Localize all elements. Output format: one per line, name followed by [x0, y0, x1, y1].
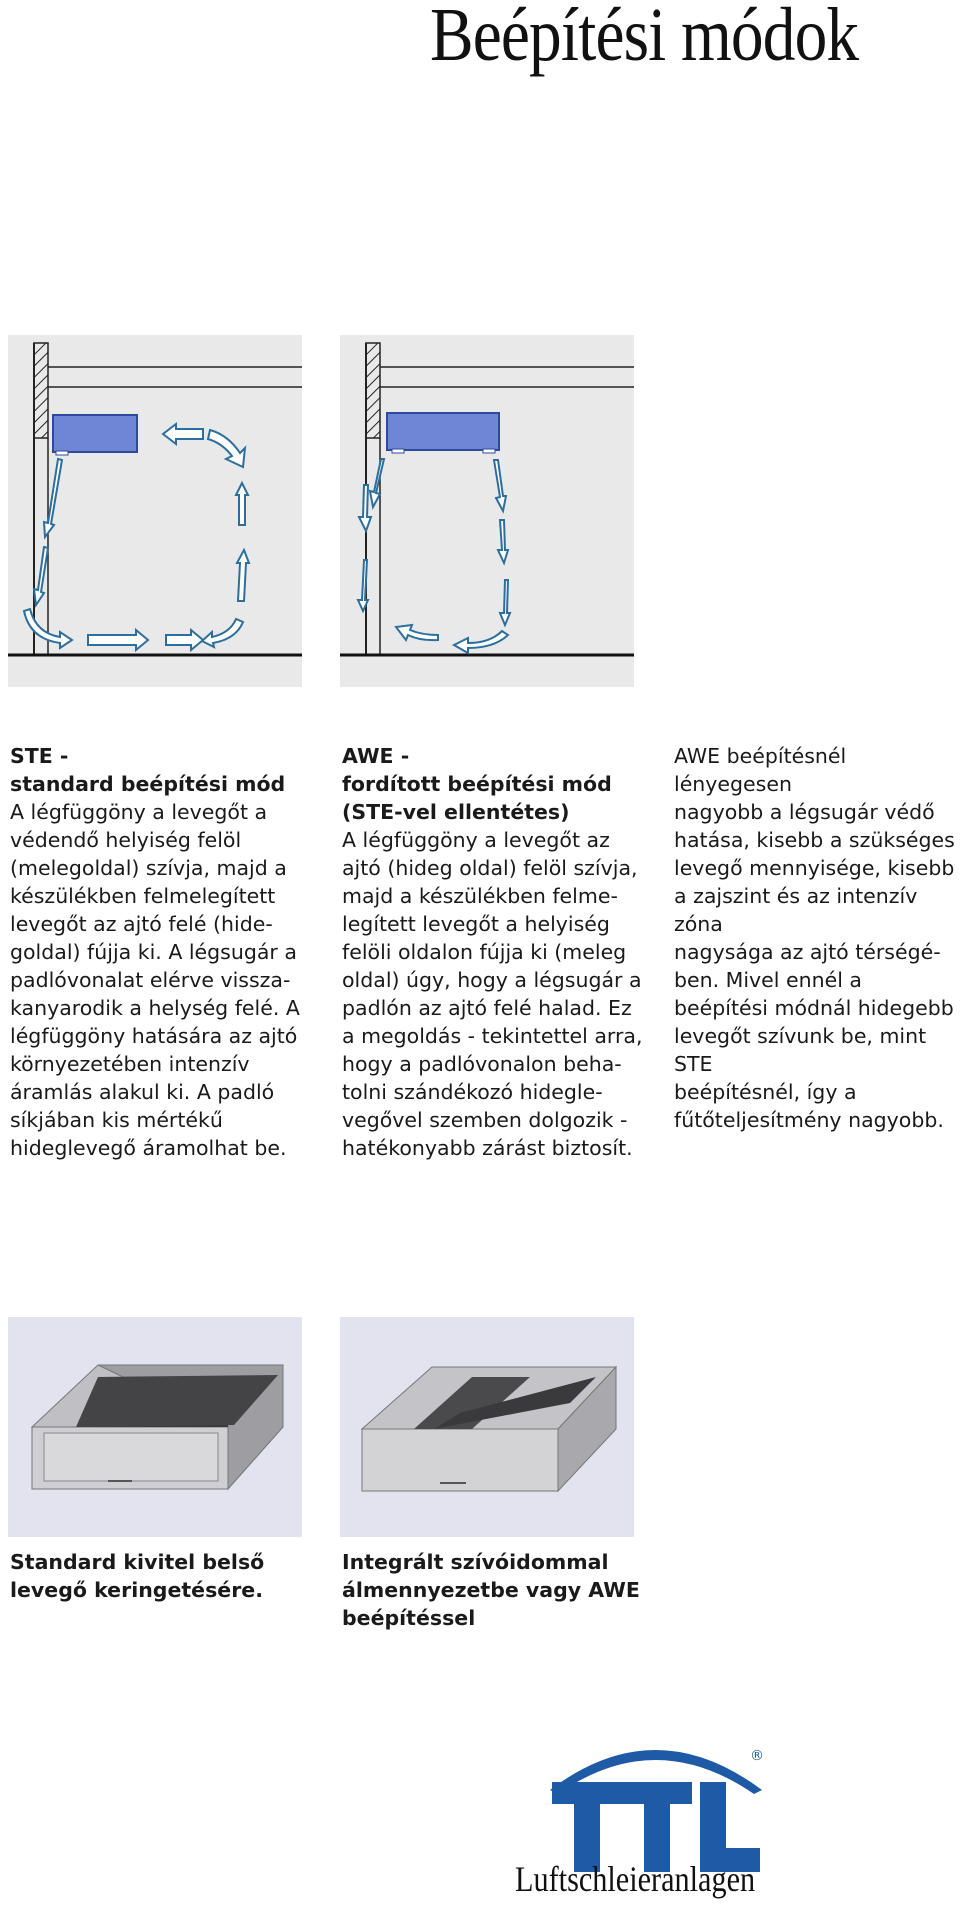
- page-title: Beépítési módok: [430, 0, 859, 77]
- ste-diagram: [8, 335, 302, 687]
- caption-line: Standard kivitel belső: [10, 1550, 265, 1574]
- caption-line: beépítéssel: [342, 1606, 476, 1630]
- text-line: A légfüggöny a levegőt a: [10, 800, 268, 824]
- text-line: a megoldás - tekintettel arra,: [342, 1024, 643, 1048]
- air-curtain-unit: [53, 415, 137, 452]
- wall-hatch: [34, 343, 48, 438]
- text-line: felöli oldalon fújja ki (meleg: [342, 940, 627, 964]
- standard-unit-image: [8, 1317, 302, 1537]
- text-line: légfüggöny hatására az ajtó: [10, 1024, 298, 1048]
- text-line: levegőt az ajtó felé (hide-: [10, 912, 273, 936]
- wall-hatch: [366, 343, 380, 438]
- text-line: oldal) úgy, hogy a légsugár a: [342, 968, 642, 992]
- standard-caption: [10, 1548, 310, 1604]
- logo-tagline: Luftschleieranlagen: [515, 1859, 756, 1899]
- caption-line: Integrált szívóidommal: [342, 1550, 609, 1574]
- text-line: beépítésnél, így a: [674, 1080, 857, 1104]
- ste-heading: STE -: [10, 744, 69, 768]
- caption-line: levegő keringetésére.: [10, 1578, 263, 1602]
- text-line: a zajszint és az intenzív zóna: [674, 884, 918, 936]
- text-line: környezetében intenzív: [10, 1052, 250, 1076]
- text-line: majd a készülékben felme-: [342, 884, 618, 908]
- text-line: vegővel szemben dolgozik -: [342, 1108, 628, 1132]
- awe-text-column: [342, 742, 652, 1162]
- awe-subheading: fordított beépítési mód: [342, 772, 612, 796]
- integrated-caption: [342, 1548, 652, 1632]
- text-line: nagysága az ajtó térségé-: [674, 940, 941, 964]
- text-line: beépítési módnál hidegebb: [674, 996, 954, 1020]
- awe-benefits-column: [674, 742, 960, 1134]
- text-line: goldal) fújja ki. A légsugár a: [10, 940, 297, 964]
- text-line: levegőt szívunk be, mint STE: [674, 1024, 927, 1076]
- text-line: nagyobb a légsugár védő: [674, 800, 935, 824]
- awe-heading: AWE -: [342, 744, 410, 768]
- text-line: tolni szándékozó hidegle-: [342, 1080, 603, 1104]
- text-line: padlóvonalat elérve vissza-: [10, 968, 291, 992]
- caption-line: álmennyezetbe vagy AWE: [342, 1578, 640, 1602]
- awe-subheading-note: (STE-vel ellentétes): [342, 800, 570, 824]
- air-curtain-unit: [387, 413, 499, 450]
- text-line: készülékben felmelegített: [10, 884, 276, 908]
- text-line: A légfüggöny a levegőt az: [342, 828, 610, 852]
- airflow-arrows: [358, 459, 510, 653]
- integrated-unit-image: [340, 1317, 634, 1537]
- text-line: legített levegőt a helyiség: [342, 912, 610, 936]
- text-line: AWE beépítésnél lényegesen: [674, 744, 847, 796]
- text-line: ben. Mivel ennél a: [674, 968, 862, 992]
- text-line: fűtőteljesítmény nagyobb.: [674, 1108, 944, 1132]
- registered-mark: ®: [750, 1748, 764, 1764]
- ste-subheading: standard beépítési mód: [10, 772, 286, 796]
- text-line: hatása, kisebb a szükséges: [674, 828, 955, 852]
- text-line: hatékonyabb zárást biztosít.: [342, 1136, 633, 1160]
- text-line: védendő helyiség felöl: [10, 828, 242, 852]
- text-line: hogy a padlóvonalon beha-: [342, 1052, 622, 1076]
- text-line: kanyarodik a helység felé. A: [10, 996, 300, 1020]
- airflow-arrows: [24, 424, 249, 650]
- ste-text-column: [10, 742, 310, 1162]
- text-line: hideglevegő áramolhat be.: [10, 1136, 287, 1160]
- awe-diagram: [340, 335, 634, 687]
- text-line: padlón az ajtó felé halad. Ez: [342, 996, 632, 1020]
- text-line: (melegoldal) szívja, majd a: [10, 856, 287, 880]
- text-line: levegő mennyisége, kisebb: [674, 856, 955, 880]
- text-line: áramlás alakul ki. A padló: [10, 1080, 275, 1104]
- text-line: ajtó (hideg oldal) felöl szívja,: [342, 856, 638, 880]
- text-line: síkjában kis mértékű: [10, 1108, 223, 1132]
